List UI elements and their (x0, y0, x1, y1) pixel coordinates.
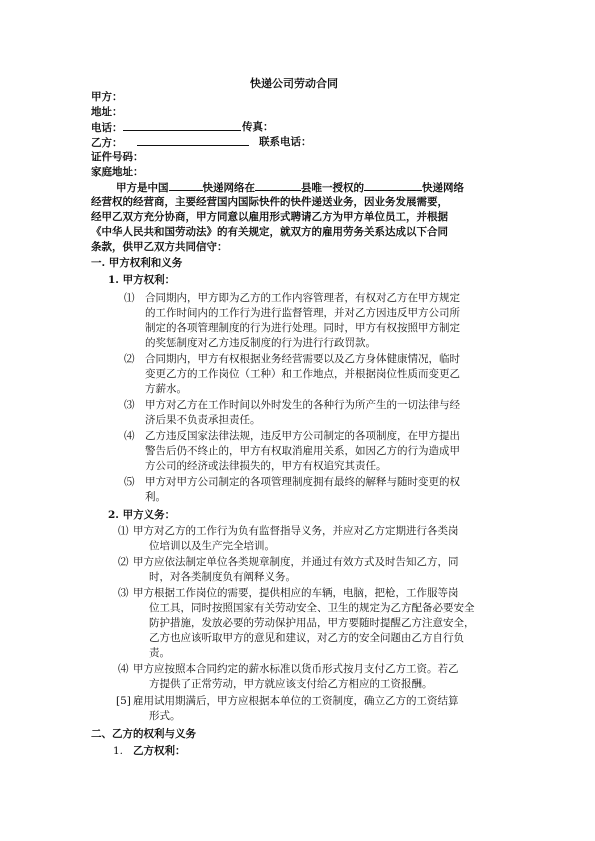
list-item-line: 甲方应依法制定单位各类规章制度，并通过有效方式及时告知乙方，同 (133, 556, 459, 568)
list-item-line: 甲方对甲方公司制定的各项管理制度拥有最终的解释与随时变更的权 (145, 476, 460, 488)
phone-blank (123, 120, 241, 131)
list-item-number: ⑵ (118, 556, 129, 568)
preamble-text: 快递网络 (422, 182, 464, 194)
list-item-number: [5] (116, 695, 131, 707)
party-b-rights-heading: 乙方权利： (133, 745, 186, 757)
list-item-line: 位工具，同时按照国家有关劳动安全、卫生的规定为乙方配备必要安全 (149, 602, 475, 614)
list-item-line: 甲方对乙方在工作时间以外时发生的各种行为所产生的一切法律与经 (145, 399, 460, 411)
list-item-line: 雇用试用期满后，甲方应根据本单位的工资制度，确立乙方的工资结算 (133, 695, 459, 707)
list-item-line: 甲方对乙方的工作行为负有监督指导义务，并应对乙方定期进行各类岗 (133, 525, 459, 537)
list-item-line: 乙方也应该听取甲方的意见和建议，对乙方的安全问题由乙方自行负 (149, 632, 464, 644)
section-2-heading: 二、乙方的权利与义务 (91, 728, 196, 740)
preamble-line-1 (116, 180, 464, 195)
list-item-line: 时，对各类制度负有阐释义务。 (149, 571, 296, 583)
list-item-line: 警告后仍不终止的，甲方有权取消雇用关系，如因乙方的行为造成甲 (145, 445, 460, 457)
list-item-line: 方提供了正常劳动，甲方就应该支付给乙方相应的工资报酬。 (149, 678, 433, 690)
list-item-number: ⑵ (124, 353, 135, 365)
list-item-line: 方薪水。 (145, 383, 187, 395)
preamble-text: 快递网络在 (202, 182, 255, 194)
phone-line (91, 120, 241, 135)
home-address-label: 家庭地址： (91, 166, 144, 178)
county-blank (255, 180, 301, 191)
list-item-number: ⑸ (124, 476, 135, 488)
list-item-line: 利。 (145, 491, 166, 503)
document-title: 快递公司劳动合同 (250, 77, 338, 90)
list-item-number: ⑶ (118, 587, 129, 599)
list-item-line: 甲方应按照本合同约定的薪水标准以货币形式按月支付乙方工资。若乙 (133, 663, 459, 675)
list-item-line: 的奖惩制度对乙方违反制度的行为进行行政罚款。 (145, 337, 376, 349)
list-item-line: 责。 (149, 647, 170, 659)
list-item-number: ⑴ (118, 525, 129, 537)
list-item-line: 方公司的经济或法律损失的，甲方有权追究其责任。 (145, 460, 387, 472)
list-item-line: 乙方违反国家法律法规，违反甲方公司制定的各项制度，在甲方提出 (145, 430, 460, 442)
party-b-line (91, 135, 249, 150)
address-label: 地址： (91, 106, 123, 118)
list-item-line: 变更乙方的工作岗位（工种）和工作地点，并根据岗位性质而变更乙 (145, 368, 460, 380)
party-a-duties-heading: 2. 甲方义务： (108, 509, 176, 521)
list-item-line: 防护措施，发放必要的劳动保护用品，甲方要随时提醒乙方注意安全， (149, 617, 475, 629)
list-item-line: 甲方根据工作岗位的需要，提供相应的车辆，电脑，把枪，工作服等岗 (133, 587, 459, 599)
list-item-line: 位培训以及生产完全培训。 (149, 540, 275, 552)
preamble-text: 县唯一授权的 (301, 182, 364, 194)
list-item-line: 济后果不负责承担责任。 (145, 414, 261, 426)
network-blank (364, 180, 422, 191)
party-a-rights-heading: 1. 甲方权利： (108, 274, 176, 286)
party-b-blank (137, 135, 249, 146)
contact-phone-label: 联系电话： (259, 136, 312, 148)
brand-blank (169, 180, 203, 191)
phone-label: 电话： (91, 122, 123, 134)
party-b-label: 乙方： (91, 137, 123, 149)
party-b-rights-number: 1. (113, 745, 124, 757)
preamble-text: 甲方是中国 (116, 182, 169, 194)
list-item-number: ⑷ (124, 430, 135, 442)
list-item-number: ⑷ (118, 663, 129, 675)
list-item-line: 制定的各项管理制度的行为进行处理。同时，甲方有权按照甲方制定 (145, 322, 460, 334)
list-item-line: 形式。 (149, 710, 181, 722)
list-item-line: 合同期内，甲方即为乙方的工作内容管理者，有权对乙方在甲方规定 (145, 292, 460, 304)
list-item-number: ⑶ (124, 399, 135, 411)
id-number-label: 证件号码： (91, 151, 144, 163)
preamble-line-3: 经甲乙双方充分协商，甲方同意以雇用形式聘请乙方为甲方单位员工，并根据 (91, 211, 448, 223)
party-a-label: 甲方： (91, 91, 123, 103)
list-item-line: 合同期内，甲方有权根据业务经营需要以及乙方身体健康情况，临时 (145, 353, 460, 365)
preamble-line-4: 《中华人民共和国劳动法》的有关规定，就双方的雇用劳务关系达成以下合同 (91, 226, 448, 238)
preamble-line-2: 经营权的经营商，主要经营国内国际快件的快件递送业务，因业务发展需要， (91, 196, 448, 208)
section-1-heading: 一. 甲方权利和义务 (91, 257, 183, 269)
list-item-line: 的工作时间内的工作行为进行监督管理，并对乙方因违反甲方公司所 (145, 307, 460, 319)
preamble-line-5: 条款，供甲乙双方共同信守： (91, 241, 228, 253)
list-item-number: ⑴ (124, 292, 135, 304)
fax-label: 传真： (242, 121, 274, 133)
